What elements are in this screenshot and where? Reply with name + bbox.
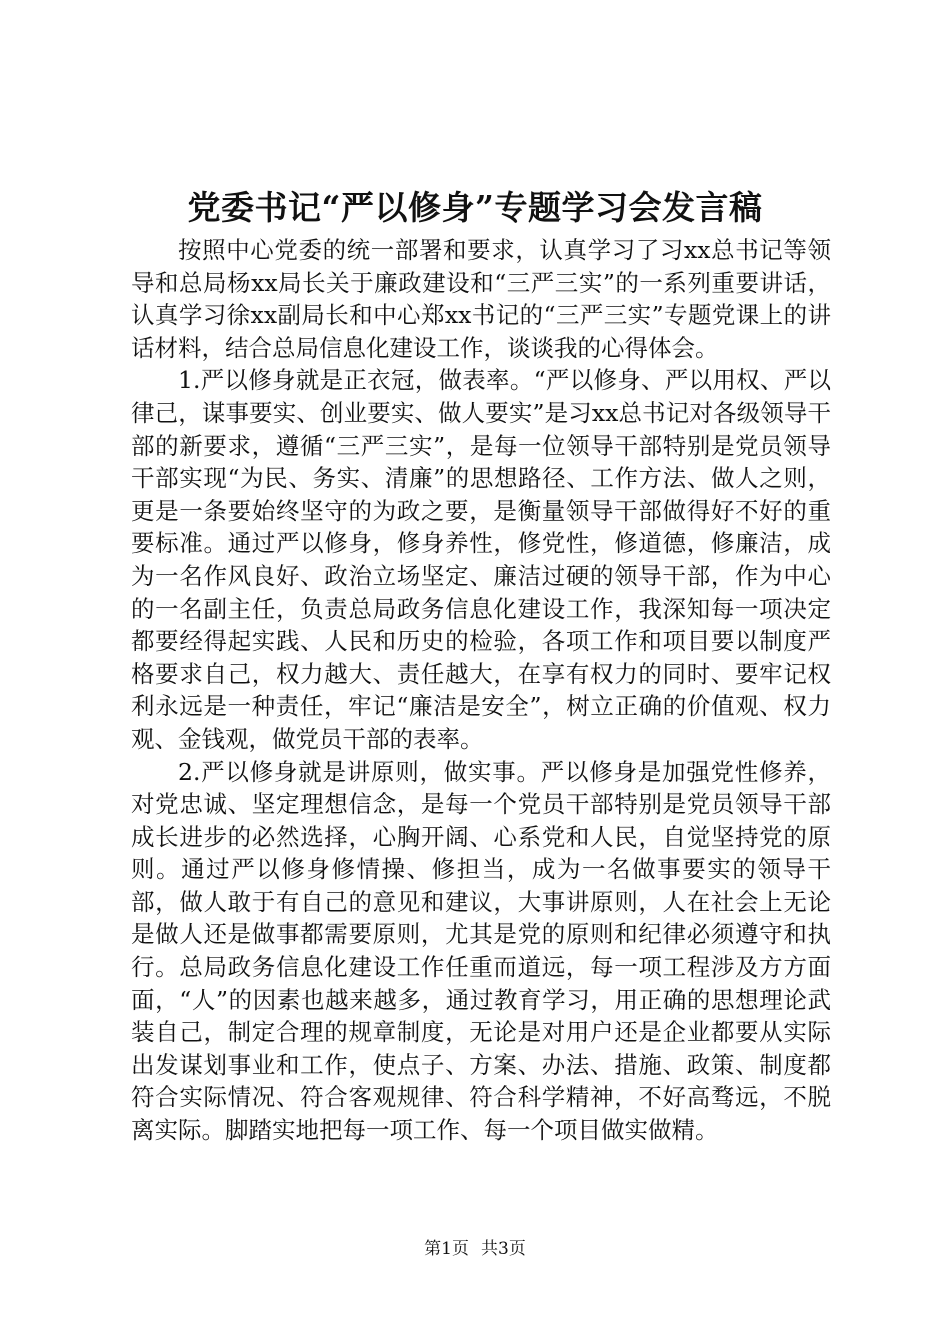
paragraph-point-2: 2.严以修身就是讲原则，做实事。严以修身是加强党性修养，对党忠诚、坚定理想信念，是每一个党员干部特别是党员领导干部成长进步的必然选择，心胸开阔、心系党和人民，自觉坚持党的原则。通过严以修身修情操、修担当，成为一名做事要实的领导干部，做人敢于有自己的意见和建议，大事讲原则，人在社会上无论是做人还是做事都需要原则，尤其是党的原则和纪律必须遵守和执行。总局政务信息化建设工作任重而道远，每一项工程涉及方方面面，“人”的因素也越来越多，通过教育学习，用正确的思想理论武装自己，制定合理的规章制度，无论是对用户还是企业都要从实际出发谋划事业和工作，使点子、方案、办法、措施、政策、制度都符合实际情况、符合客观规律、符合科学精神，不好高骛远，不脱离实际。脚踏实地把每一项工作、每一个项目做实做精。	[131, 757, 831, 1145]
document-body	[131, 234, 831, 1147]
document-title: 党委书记“严以修身”专题学习会发言稿	[187, 188, 763, 227]
page-footer	[0, 1238, 950, 1260]
page-total: 共3页	[481, 1239, 526, 1259]
paragraph-point-1: 1.严以修身就是正衣冠，做表率。“严以修身、严以用权、严以律己，谋事要实、创业要实、做人要实”是习xx总书记对各级领导干部的新要求，遵循“三严三实”，是每一位领导干部特别是党员领导干部实现“为民、务实、清廉”的思想路径、工作方法、做人之则，更是一条要始终坚守的为政之要，是衡量领导干部做得好不好的重要标准。通过严以修身，修身养性，修党性，修道德，修廉洁，成为一名作风良好、政治立场坚定、廉洁过硬的领导干部，作为中心的一名副主任，负责总局政务信息化建设工作，我深知每一项决定都要经得起实践、人民和历史的检验，各项工作和项目要以制度严格要求自己，权力越大、责任越大，在享有权力的同时、要牢记权利永远是一种责任，牢记“廉洁是安全”，树立正确的价值观、权力观、金钱观，做党员干部的表率。	[131, 366, 831, 753]
page-number: 第1页	[424, 1239, 469, 1259]
paragraph-intro: 按照中心党委的统一部署和要求，认真学习了习xx总书记等领导和总局杨xx局长关于廉政建设和“三严三实”的一系列重要讲话，认真学习徐xx副局长和中心郑xx书记的“三严三实”专题党课上的讲话材料，结合总局信息化建设工作，谈谈我的心得体会。	[131, 236, 831, 362]
